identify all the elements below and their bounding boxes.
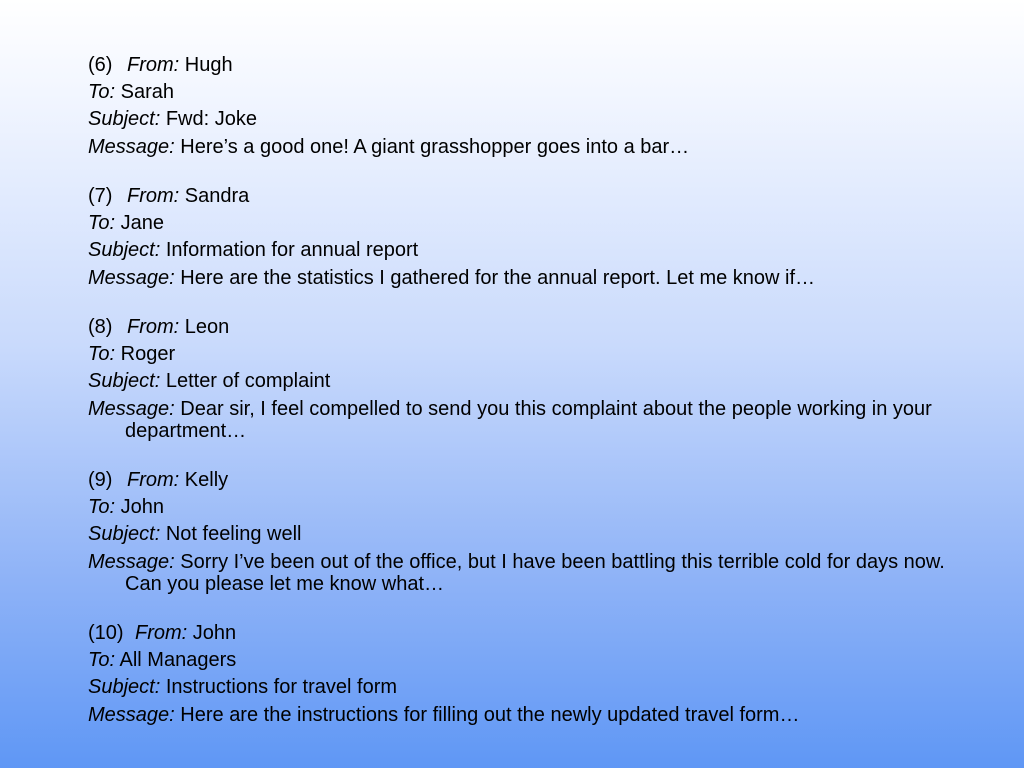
email-item [88, 314, 968, 442]
to-line [88, 79, 968, 106]
subject-line [88, 521, 968, 548]
from-label: From: [127, 316, 180, 338]
subject-value: Letter of complaint [165, 370, 331, 392]
from-line [88, 314, 968, 341]
subject-line [88, 237, 968, 264]
message-value: Here are the instructions for filling out the newly updated travel form… [180, 704, 800, 726]
message-label: Message: [88, 551, 175, 573]
message-line [88, 398, 968, 442]
to-line [88, 341, 968, 368]
subject-label: Subject: [88, 108, 161, 130]
subject-line [88, 674, 968, 701]
to-label: To: [88, 649, 116, 671]
message-label: Message: [88, 398, 175, 420]
to-label: To: [88, 343, 116, 365]
to-value: Roger [120, 343, 176, 365]
email-number: (7) [88, 185, 113, 207]
from-line [88, 467, 968, 494]
subject-value: Instructions for travel form [165, 676, 398, 698]
message-value: Dear sir, I feel compelled to send you this complaint about the people working in your department… [125, 398, 932, 442]
email-number: (10) [88, 622, 124, 644]
to-label: To: [88, 496, 116, 518]
from-line [88, 52, 968, 79]
subject-value: Information for annual report [165, 239, 419, 261]
to-value: All Managers [119, 649, 237, 671]
subject-line [88, 368, 968, 395]
email-list [88, 52, 968, 751]
subject-line [88, 106, 968, 133]
message-line [88, 551, 968, 595]
message-line [88, 136, 968, 158]
to-label: To: [88, 212, 116, 234]
message-label: Message: [88, 136, 175, 158]
subject-label: Subject: [88, 523, 161, 545]
to-value: John [120, 496, 164, 518]
message-label: Message: [88, 704, 175, 726]
message-value: Here are the statistics I gathered for the annual report. Let me know if… [180, 267, 816, 289]
subject-value: Not feeling well [165, 523, 302, 545]
from-value: Sandra [184, 185, 250, 207]
email-number: (8) [88, 316, 113, 338]
subject-value: Fwd: Joke [165, 108, 257, 130]
from-value: John [192, 622, 237, 644]
from-line [88, 620, 968, 647]
email-item [88, 183, 968, 289]
from-label: From: [135, 622, 188, 644]
email-item [88, 52, 968, 158]
to-line [88, 647, 968, 674]
email-number: (9) [88, 469, 113, 491]
to-line [88, 210, 968, 237]
to-line [88, 494, 968, 521]
from-value: Leon [184, 316, 230, 338]
to-value: Jane [120, 212, 164, 234]
to-label: To: [88, 81, 116, 103]
from-value: Hugh [184, 54, 233, 76]
from-label: From: [127, 185, 180, 207]
from-label: From: [127, 469, 180, 491]
message-value: Here’s a good one! A giant grasshopper goes into a bar… [180, 136, 690, 158]
email-number: (6) [88, 54, 113, 76]
message-line [88, 704, 968, 726]
to-value: Sarah [120, 81, 174, 103]
email-item [88, 620, 968, 726]
from-label: From: [127, 54, 180, 76]
subject-label: Subject: [88, 676, 161, 698]
message-label: Message: [88, 267, 175, 289]
message-value: Sorry I’ve been out of the office, but I have been battling this terrible cold for days now. Can you please let me know what… [125, 551, 945, 595]
subject-label: Subject: [88, 239, 161, 261]
subject-label: Subject: [88, 370, 161, 392]
from-value: Kelly [184, 469, 229, 491]
from-line [88, 183, 968, 210]
message-line [88, 267, 968, 289]
email-item [88, 467, 968, 595]
